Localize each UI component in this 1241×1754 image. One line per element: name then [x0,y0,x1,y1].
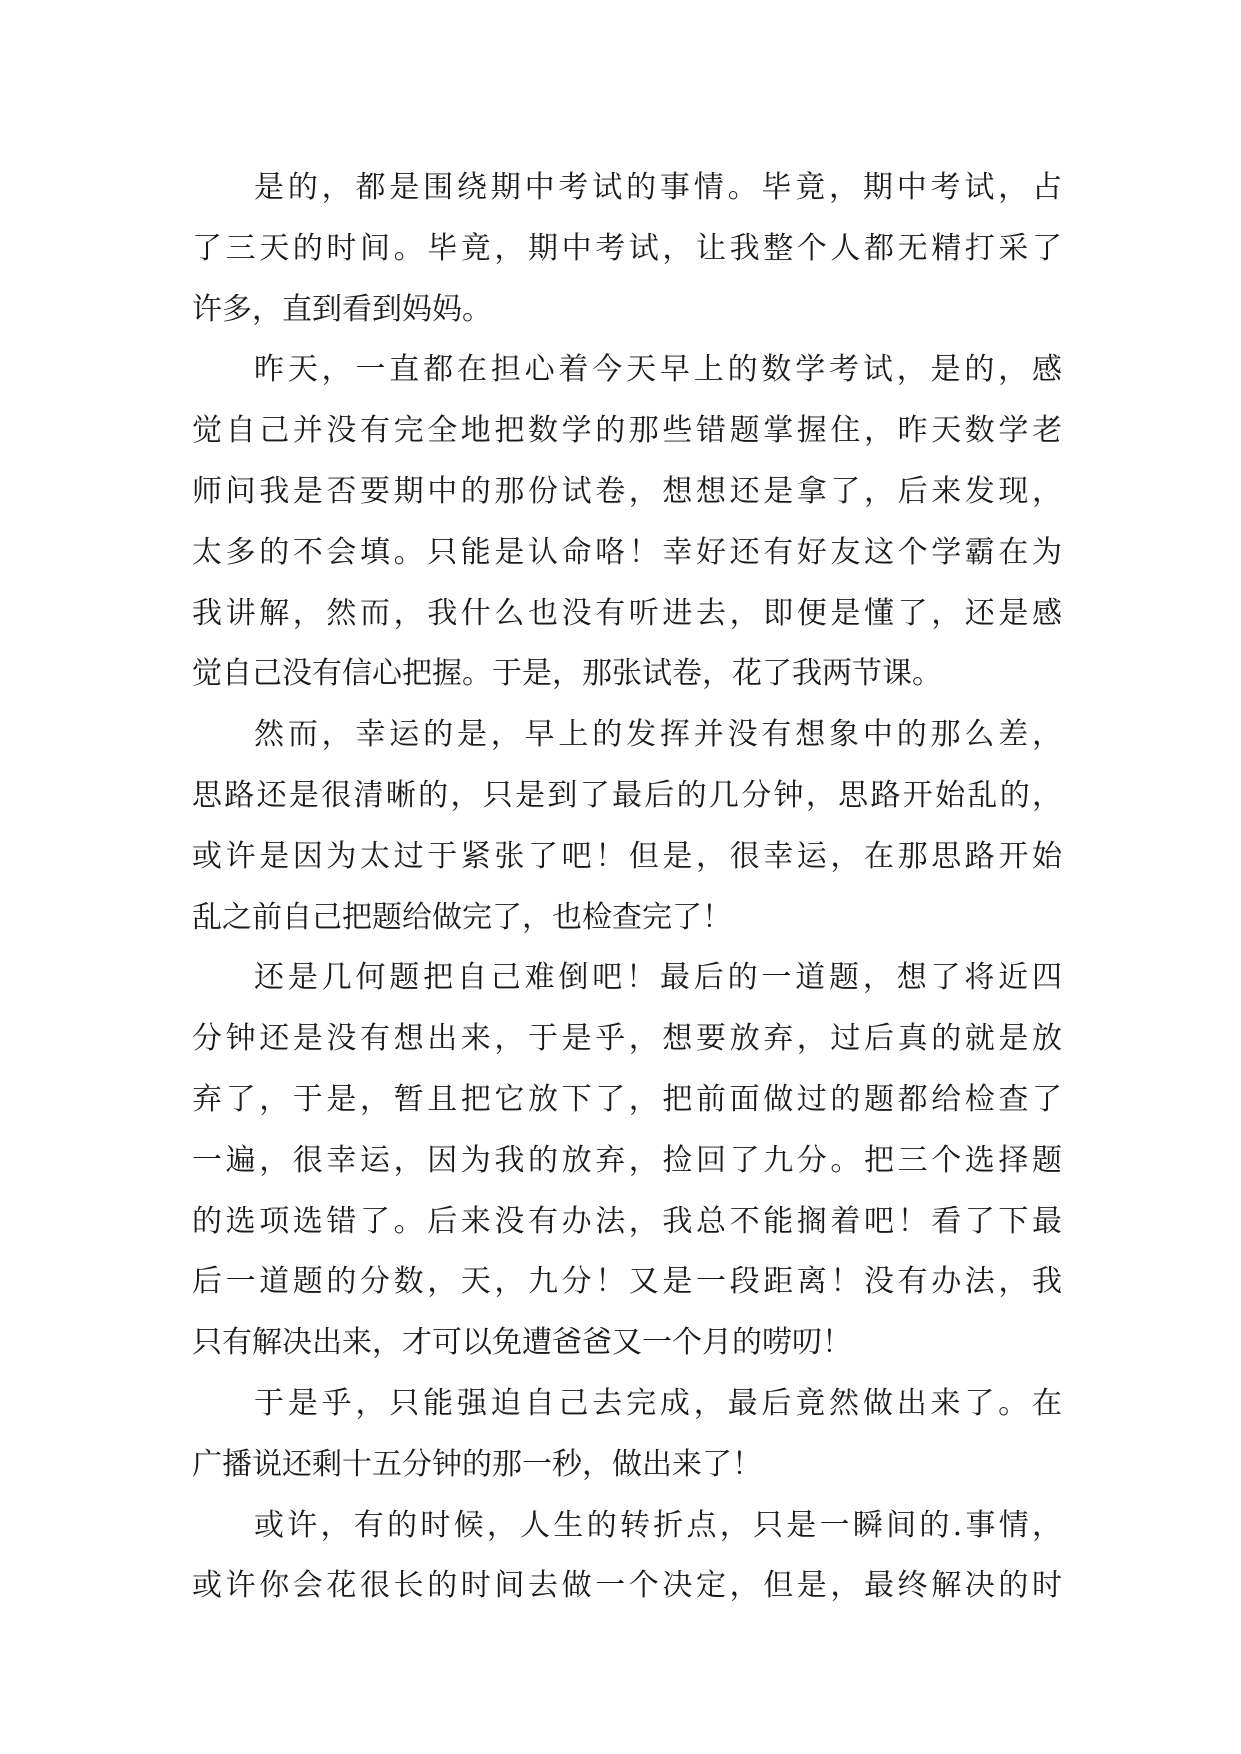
document-body [192,158,1062,1617]
paragraph-4-line-4: 一遍，很幸运，因为我的放弃，捡回了九分。把三个选择题 [192,1142,1062,1178]
paragraph-2-line-1: 昨天，一直都在担心着今天早上的数学考试，是的，感 [254,352,1062,388]
paragraph-6-line-2: 或许你会花很长的时间去做一个决定，但是，最终解决的时 [192,1568,1062,1604]
paragraph-4-line-5: 的选项选错了。后来没有办法，我总不能搁着吧！看了下最 [192,1203,1062,1239]
paragraph-4-line-7: 只有解决出来，才可以免遭爸爸又一个月的唠叨！ [192,1325,852,1361]
paragraph-3-line-2: 思路还是很清晰的，只是到了最后的几分钟，思路开始乱的， [192,777,1062,813]
paragraph-4-line-1: 还是几何题把自己难倒吧！最后的一道题，想了将近四 [254,960,1062,996]
paragraph-1-line-1: 是的，都是围绕期中考试的事情。毕竟，期中考试，占 [254,170,1062,205]
paragraph-2-line-4: 太多的不会填。只能是认命咯！幸好还有好友这个学霸在为 [192,534,1062,570]
paragraph-3-line-1: 然而，幸运的是，早上的发挥并没有想象中的那么差， [254,717,1062,753]
paragraph-1-line-3: 许多，直到看到妈妈。 [192,291,492,327]
paragraph-2-line-5: 我讲解，然而，我什么也没有听进去，即便是懂了，还是感 [192,595,1062,631]
paragraph-5-line-1: 于是乎，只能强迫自己去完成，最后竟然做出来了。在 [254,1385,1062,1421]
paragraph-1-line-2: 了三天的时间。毕竟，期中考试，让我整个人都无精打采了 [192,230,1062,266]
paragraph-4-line-6: 后一道题的分数，天，九分！又是一段距离！没有办法，我 [192,1264,1062,1300]
paragraph-4-line-3: 弃了，于是，暂且把它放下了，把前面做过的题都给检查了 [192,1081,1062,1117]
paragraph-2-line-3: 师问我是否要期中的那份试卷，想想还是拿了，后来发现， [192,473,1062,509]
paragraph-3-line-3: 或许是因为太过于紧张了吧！但是，很幸运，在那思路开始 [192,838,1062,874]
paragraph-6-line-1: 或许，有的时候，人生的转折点，只是一瞬间的.事情， [254,1507,1062,1543]
paragraph-3-line-4: 乱之前自己把题给做完了，也检查完了！ [192,899,732,935]
paragraph-4-line-2: 分钟还是没有想出来，于是乎，想要放弃，过后真的就是放 [192,1021,1062,1057]
paragraph-5-line-2: 广播说还剩十五分钟的那一秒，做出来了！ [192,1446,762,1482]
paragraph-2-line-2: 觉自己并没有完全地把数学的那些错题掌握住，昨天数学老 [192,413,1062,449]
paragraph-2-line-6: 觉自己没有信心把握。于是，那张试卷，花了我两节课。 [192,656,942,692]
